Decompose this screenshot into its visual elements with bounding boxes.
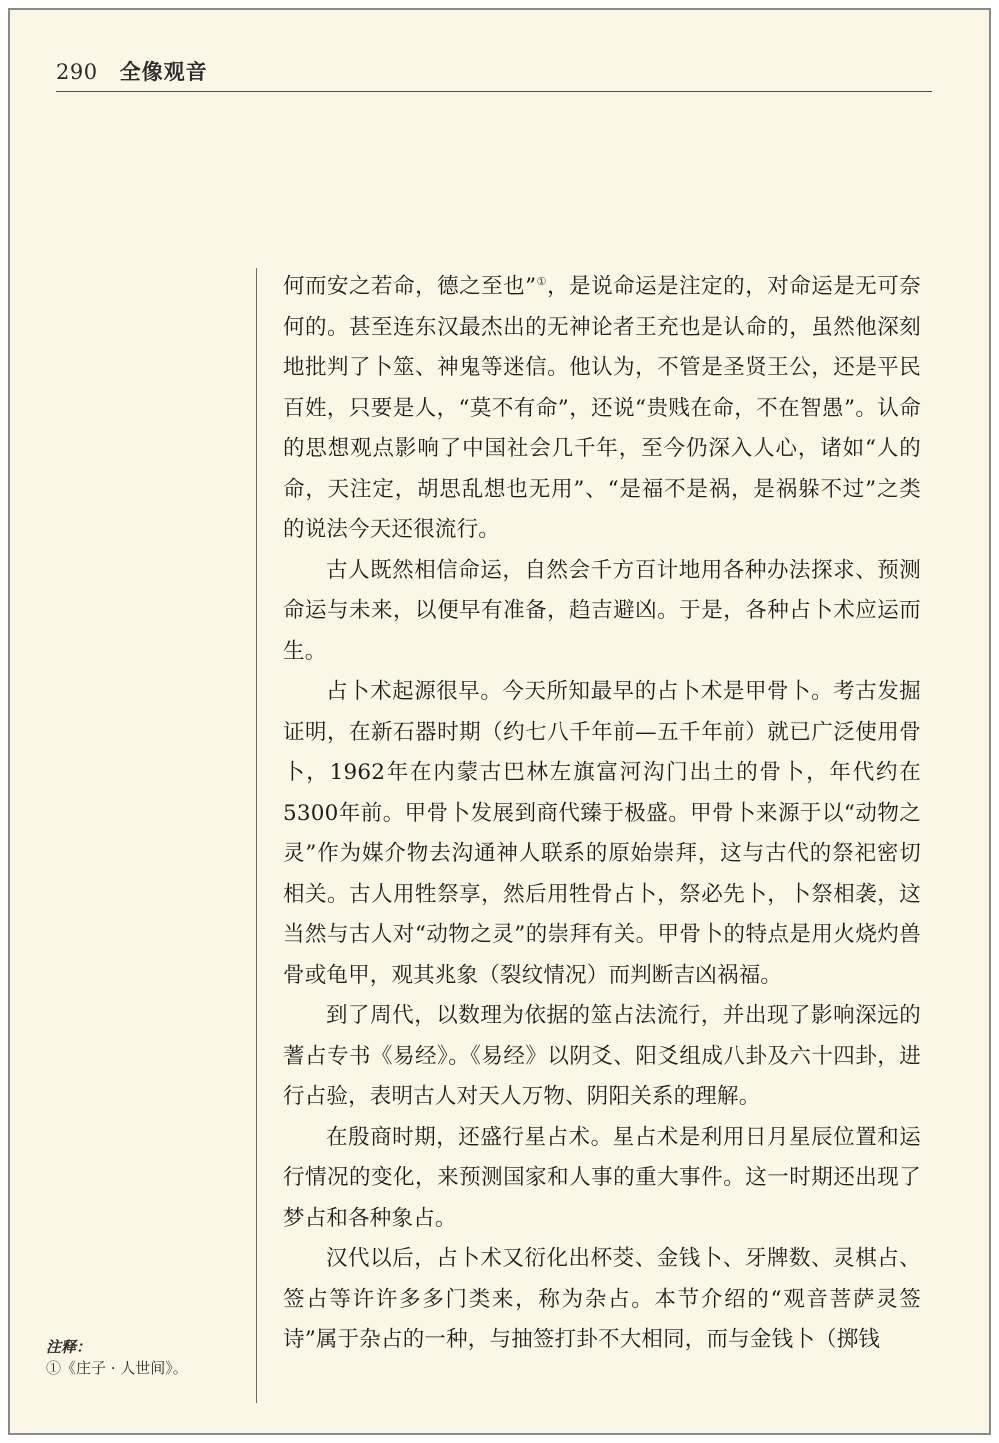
paragraph-2: 古人既然相信命运，自然会千方百计地用各种办法探求、预测命运与未来，以便早有准备，趋吉避凶。于是，各种占卜术应运而生。 bbox=[283, 557, 921, 664]
paragraph-1-quote: 何而安之若命，德之至也” bbox=[283, 274, 537, 299]
paragraph-1 bbox=[283, 267, 921, 551]
page-number: 290 bbox=[56, 60, 98, 84]
paragraph-5: 在殷商时期，还盛行星占术。星占术是利用日月星辰位置和运行情况的变化，来预测国家和人事的重大事件。这一时期还出现了梦占和各种象占。 bbox=[283, 1124, 921, 1231]
book-title: 全像观音 bbox=[119, 59, 208, 84]
paragraph-1-text: ，是说命运是注定的，对命运是无可奈何的。甚至连东汉最杰出的无神论者王充也是认命的，虽然他深刻地批判了卜筮、神鬼等迷信。他认为，不管是圣贤王公，还是平民百姓，只要是人，“莫不有命”，还说“贵贱在命，不在智愚”。认命的思想观点影响了中国社会几千年，至今仍深入人心，诸如“人的命，天注定，胡思乱想也无用”、“是福不是祸，是祸躲不过”之类的说法今天还很流行。 bbox=[283, 274, 921, 542]
paragraph-6: 汉代以后，占卜术又衍化出杯茭、金钱卜、牙牌数、灵棋占、签占等许许多多门类来，称为杂占。本节介绍的“观音菩萨灵签诗”属于杂占的一种，与抽签打卦不大相同，而与金钱卜（掷钱 bbox=[283, 1246, 921, 1352]
footnote-ref: ① bbox=[536, 274, 548, 288]
footnotes-label: 注释： bbox=[46, 1338, 92, 1356]
footnotes bbox=[46, 1337, 246, 1379]
paragraph-4: 到了周代，以数理为依据的筮占法流行，并出现了影响深远的蓍占专书《易经》。《易经》以阴爻、阳爻组成八卦及六十四卦，进行占验，表明古人对天人万物、阴阳关系的理解。 bbox=[283, 1003, 921, 1109]
margin-rule bbox=[256, 268, 257, 1403]
paragraph-3: 占卜术起源很早。今天所知最早的占卜术是甲骨卜。考古发掘证明，在新石器时期（约七八千年前—五千年前）就已广泛使用骨卜，1962年在内蒙古巴林左旗富河沟门出土的骨卜，年代约在5300年前。甲骨卜发展到商代臻于极盛。甲骨卜来源于以“动物之灵”作为媒介物去沟通神人联系的原始崇拜，这与古代的祭祀密切相关。古人用牲祭享，然后用牲骨占卜，祭必先卜，卜祭相袭，这当然与古人对“动物之灵”的崇拜有关。甲骨卜的特点是用火烧灼兽骨或龟甲，观其兆象（裂纹情况）而判断吉凶祸福。 bbox=[283, 679, 921, 988]
footnote-item: ①《庄子 · 人世间》。 bbox=[46, 1359, 188, 1377]
main-text bbox=[283, 267, 921, 1361]
header-rule bbox=[56, 91, 932, 92]
running-head bbox=[56, 56, 208, 86]
